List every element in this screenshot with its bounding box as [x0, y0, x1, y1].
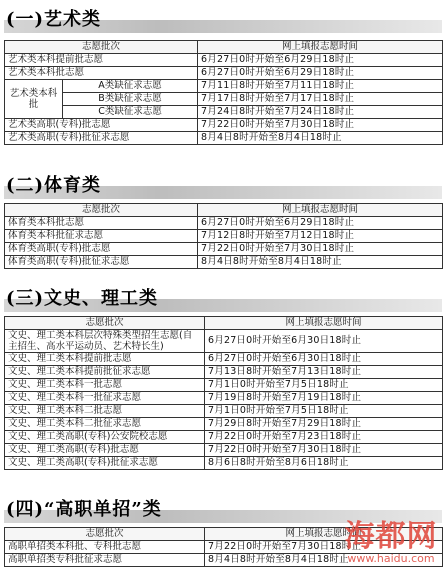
watermark-site: www.haidu.com [347, 552, 435, 565]
table-row [5, 457, 443, 470]
header-batch: 志愿批次 [5, 528, 205, 541]
batch-cell: 体育类高职(专科)批征求志愿 [5, 256, 198, 269]
header-time: 网上填报志愿时间 [205, 528, 443, 541]
batch-cell: 艺术类高职(专科)批志愿 [5, 119, 198, 132]
table-row [5, 379, 443, 392]
table-row [5, 243, 443, 256]
time-cell: 7月22日0时开始至7月30日18时止 [198, 119, 443, 132]
table-row [5, 418, 443, 431]
time-cell: 8月4日8时开始至8月4日18时止 [205, 554, 443, 567]
time-cell: 7月17日8时开始至7月17日18时止 [198, 93, 443, 106]
arts-science-schedule-table [4, 316, 443, 470]
batch-cell: 文史、理工类本科二批志愿 [5, 405, 205, 418]
header-batch: 志愿批次 [5, 41, 198, 54]
table-row [5, 54, 443, 67]
time-cell: 8月4日8时开始至8月4日18时止 [198, 132, 443, 145]
batch-cell: 文史、理工类高职(专科)公安院校志愿 [5, 431, 205, 444]
art-schedule-table [4, 40, 443, 145]
time-cell: 6月27日0时开始至6月29日18时止 [198, 67, 443, 80]
batch-cell: 文史、理工类本科提前批志愿 [5, 353, 205, 366]
batch-cell: 体育类高职(专科)批志愿 [5, 243, 198, 256]
header-time: 网上填报志愿时间 [198, 204, 443, 217]
table-row [5, 405, 443, 418]
section-title-art [4, 8, 442, 36]
time-cell: 7月1日0时开始至7月5日18时止 [205, 379, 443, 392]
table-header-row [5, 41, 443, 54]
batch-cell: 文史、理工类高职(专科)批征求志愿 [5, 457, 205, 470]
batch-cell: 文史、理工类本科提前批征求志愿 [5, 366, 205, 379]
batch-cell: 体育类本科批志愿 [5, 217, 198, 230]
batch-cell: 高职单招类本科批、专科批志愿 [5, 541, 205, 554]
time-cell: 7月22日0时开始至7月30日18时止 [205, 444, 443, 457]
batch-cell: C类缺征求志愿 [63, 106, 198, 119]
time-cell: 7月1日0时开始至7月5日18时止 [205, 405, 443, 418]
header-time: 网上填报志愿时间 [198, 41, 443, 54]
table-row [5, 353, 443, 366]
table-row [5, 256, 443, 269]
batch-cell: 文史、理工类本科二批征求志愿 [5, 418, 205, 431]
section-title-arts-science [4, 287, 442, 315]
table-row [5, 119, 443, 132]
batch-cell: 高职单招类专科批征求志愿 [5, 554, 205, 567]
table-row [5, 80, 443, 93]
batch-cell: 艺术类本科批志愿 [5, 67, 198, 80]
time-cell: 8月6日8时开始至8月6日18时止 [205, 457, 443, 470]
table-header-row [5, 204, 443, 217]
group-cell: 艺术类本科批 [5, 80, 63, 119]
table-row [5, 444, 443, 457]
time-cell: 6月27日0时开始至6月30日18时止 [205, 330, 443, 353]
time-cell: 7月29日8时开始至7月29日18时止 [205, 418, 443, 431]
table-row [5, 431, 443, 444]
batch-cell: A类缺征求志愿 [63, 80, 198, 93]
watermark [341, 521, 441, 565]
time-cell: 6月27日0时开始至6月29日18时止 [198, 54, 443, 67]
table-row [5, 132, 443, 145]
section-title-text: (四)“高职单招”类 [6, 499, 162, 520]
batch-cell: 艺术类高职(专科)批征求志愿 [5, 132, 198, 145]
time-cell: 8月4日8时开始至8月4日18时止 [198, 256, 443, 269]
time-cell: 7月24日8时开始至7月24日18时止 [198, 106, 443, 119]
time-cell: 7月13日8时开始至7月13日18时止 [205, 366, 443, 379]
batch-cell: 文史、理工类本科一批志愿 [5, 379, 205, 392]
section-title-text: (二)体育类 [6, 175, 102, 196]
table-row [5, 217, 443, 230]
header-time: 网上填报志愿时间 [205, 317, 443, 330]
batch-cell: 艺术类本科提前批志愿 [5, 54, 198, 67]
section-title-text: (三)文史、理工类 [6, 288, 159, 309]
table-row [5, 67, 443, 80]
section-title-text: (一)艺术类 [6, 9, 102, 30]
time-cell: 7月22日0时开始至7月30日18时止 [205, 541, 443, 554]
batch-cell: 文史、理工类高职(专科)批志愿 [5, 444, 205, 457]
time-cell: 7月19日8时开始至7月19日18时止 [205, 392, 443, 405]
header-batch: 志愿批次 [5, 204, 198, 217]
table-row [5, 392, 443, 405]
time-cell: 7月12日8时开始至7月12日18时止 [198, 230, 443, 243]
batch-cell: 文史、理工类本科一批征求志愿 [5, 392, 205, 405]
time-cell: 6月27日0时开始至6月30日18时止 [205, 353, 443, 366]
table-row [5, 230, 443, 243]
table-row [5, 366, 443, 379]
batch-cell: B类缺征求志愿 [63, 93, 198, 106]
table-row [5, 93, 443, 106]
sports-schedule-table [4, 203, 443, 269]
section-title-sports [4, 174, 442, 202]
table-row [5, 106, 443, 119]
table-row [5, 330, 443, 353]
watermark-logo: 海都网 [344, 519, 438, 554]
table-header-row [5, 317, 443, 330]
header-batch: 志愿批次 [5, 317, 205, 330]
batch-cell: 体育类本科批征求志愿 [5, 230, 198, 243]
time-cell: 6月27日0时开始至6月29日18时止 [198, 217, 443, 230]
batch-cell: 文史、理工类本科层次特殊类型招生志愿(自主招生、高水平运动员、艺术特长生) [5, 330, 205, 353]
time-cell: 7月11日8时开始至7月11日18时止 [198, 80, 443, 93]
time-cell: 7月22日0时开始至7月23日18时止 [205, 431, 443, 444]
time-cell: 7月22日0时开始至7月30日18时止 [198, 243, 443, 256]
